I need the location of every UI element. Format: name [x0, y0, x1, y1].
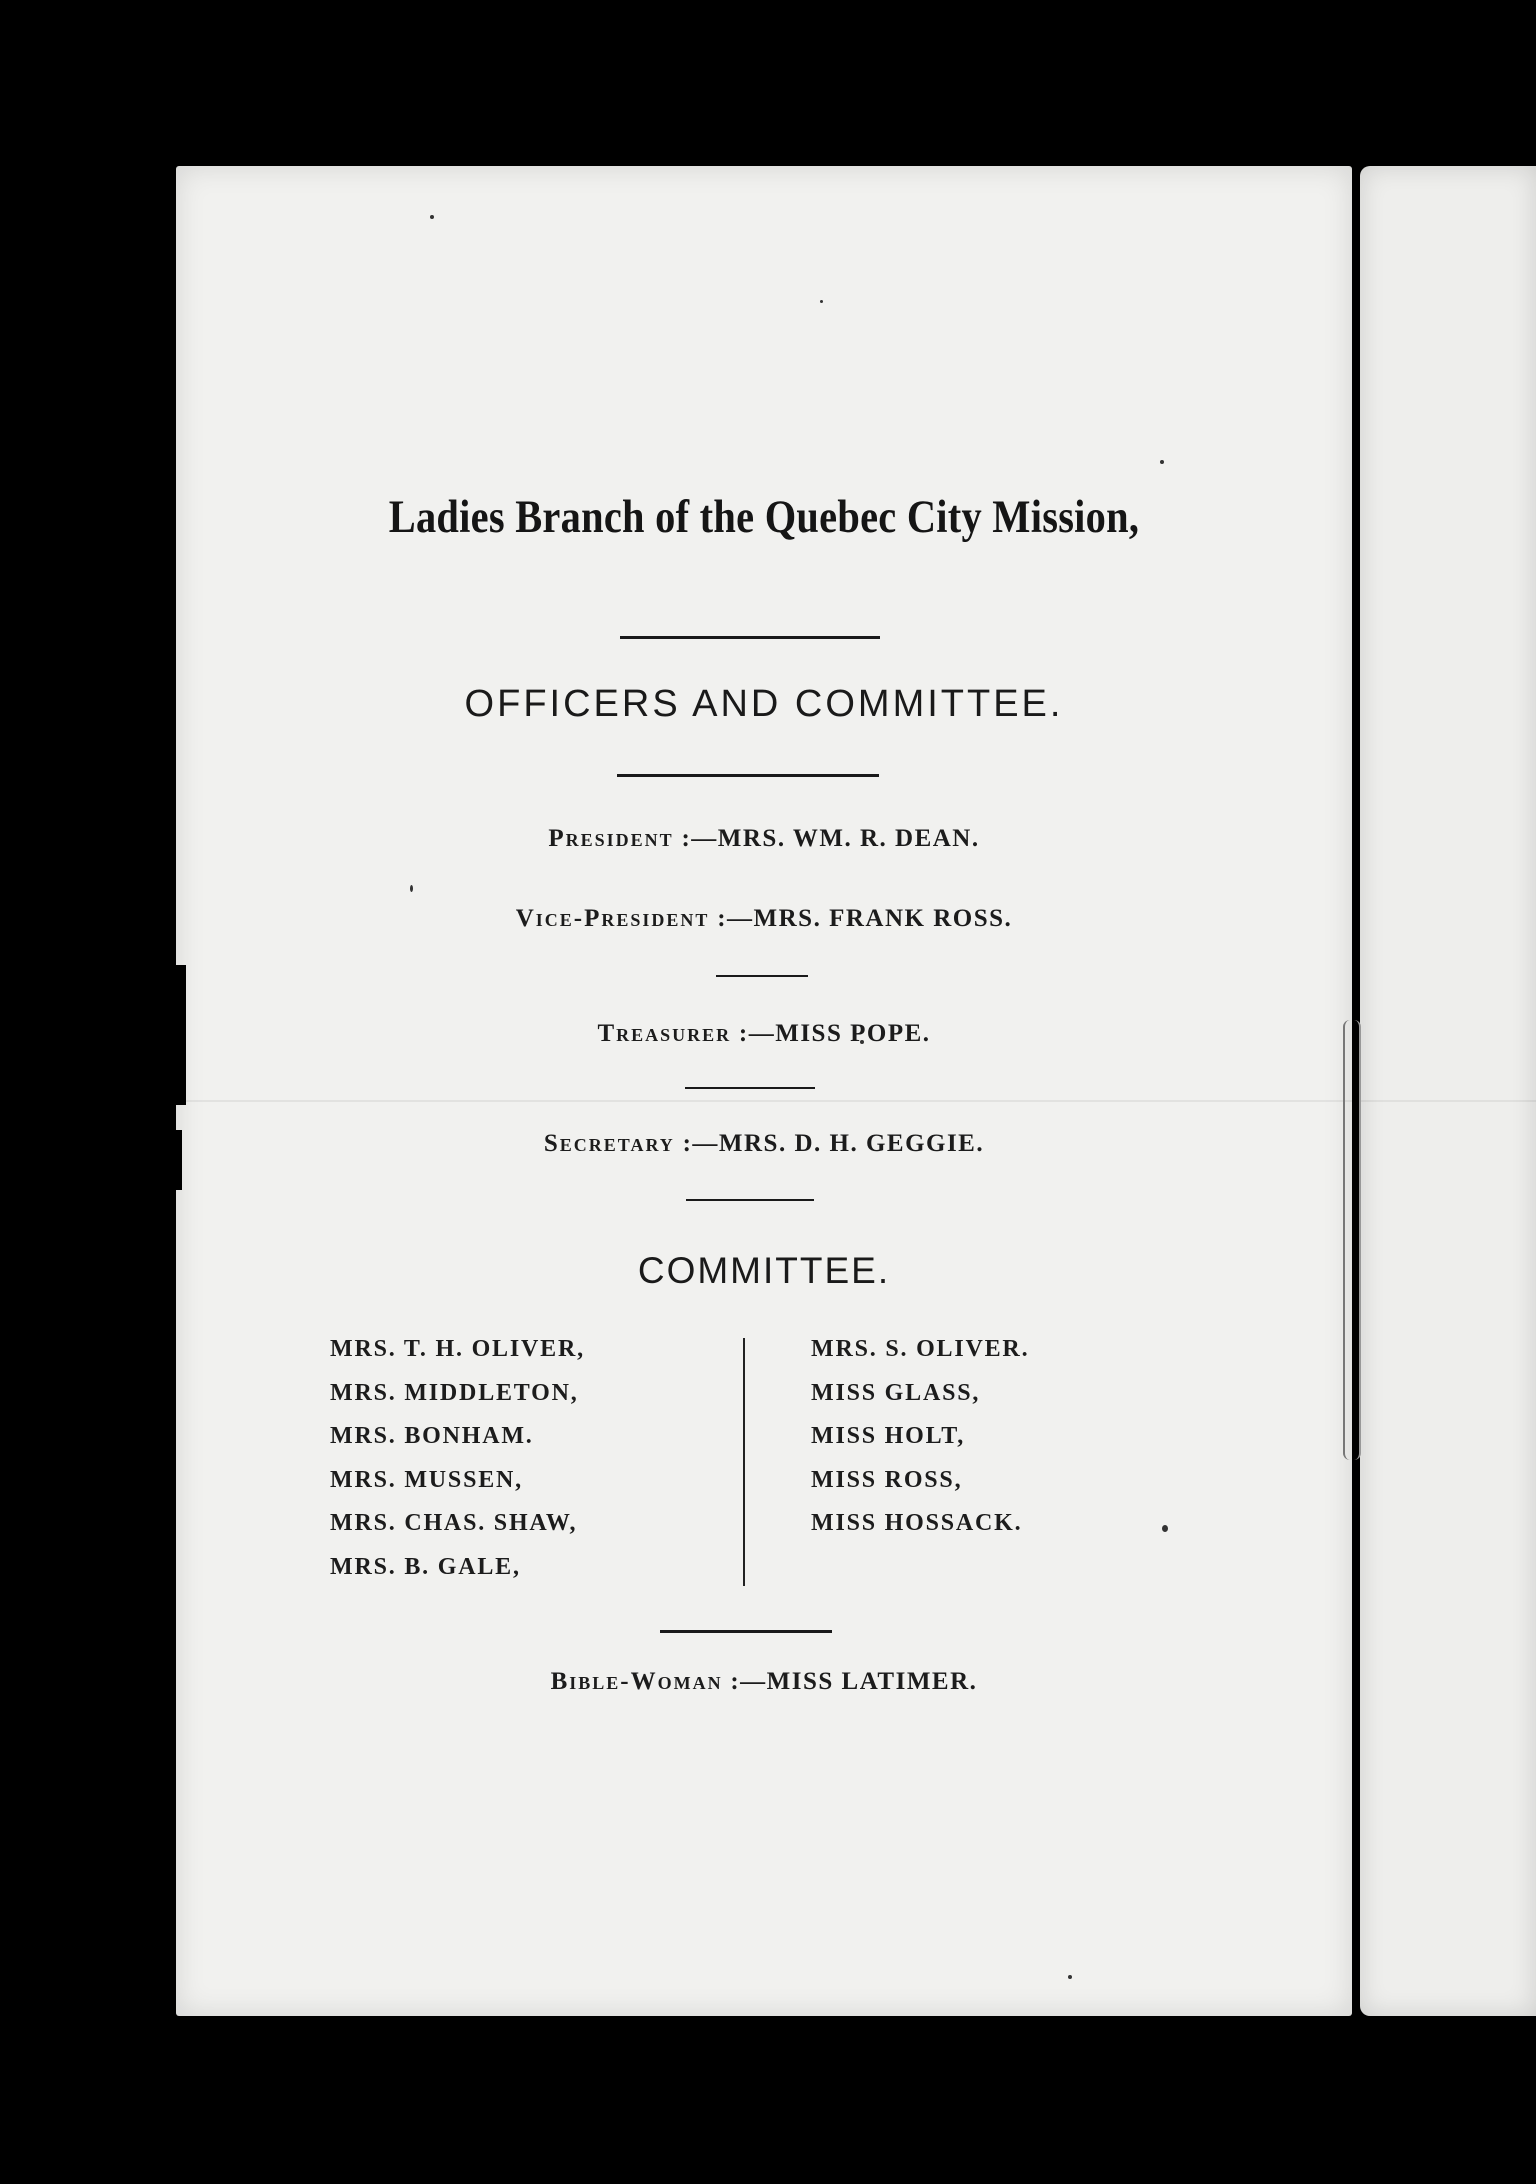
officer-name: MISS LATIMER.	[766, 1668, 978, 1695]
committee-member: MRS. T. H. OLIVER,	[330, 1336, 585, 1362]
committee-member: MRS. S. OLIVER.	[811, 1336, 1030, 1362]
committee-heading: COMMITTEE.	[637, 1250, 891, 1291]
officer-name: MRS. WM. R. DEAN.	[717, 825, 980, 852]
divider-rule	[685, 1087, 815, 1089]
committee-list-right	[811, 1328, 1029, 1546]
officer-name: MISS POPE.	[775, 1020, 931, 1047]
scan-speck	[1068, 1975, 1072, 1979]
divider-rule	[617, 774, 879, 777]
committee-member: MISS HOLT,	[811, 1423, 966, 1449]
adjacent-page	[1360, 166, 1536, 2016]
officer-separator: :—	[674, 1130, 719, 1157]
officer-vice-president	[176, 905, 1352, 933]
officer-separator: :—	[731, 1020, 776, 1047]
committee-member: MRS. MIDDLETON,	[330, 1379, 579, 1406]
committee-member: MRS. B. GALE,	[330, 1553, 521, 1580]
officer-treasurer	[176, 1020, 1352, 1048]
committee-member: MISS GLASS,	[811, 1379, 981, 1406]
document-title: Ladies Branch of the Quebec City Mission,	[388, 491, 1140, 543]
officer-separator: :—	[722, 1668, 767, 1695]
page-fold	[176, 1100, 1536, 1102]
committee-member: MRS. MUSSEN,	[330, 1466, 523, 1493]
bible-woman	[176, 1668, 1352, 1696]
committee-list-left	[330, 1328, 585, 1589]
officers-heading: OFFICERS AND COMMITTEE.	[464, 683, 1064, 725]
scan-speck	[430, 215, 434, 219]
officer-role: Bible-Woman	[550, 1668, 723, 1695]
officer-separator: :—	[673, 825, 718, 852]
officer-secretary	[176, 1130, 1352, 1158]
officer-name: MRS. D. H. GEGGIE.	[718, 1130, 985, 1157]
divider-rule	[620, 636, 880, 639]
committee-member: MRS. CHAS. SHAW,	[330, 1510, 578, 1536]
scan-speck	[1160, 460, 1164, 464]
committee-member: MRS. BONHAM.	[330, 1423, 534, 1449]
scan-speck	[1162, 1525, 1168, 1532]
officer-president	[176, 825, 1352, 853]
divider-rule	[686, 1199, 814, 1201]
column-divider	[743, 1338, 745, 1586]
officer-role: Vice-President	[515, 905, 710, 932]
officer-role: Treasurer	[597, 1020, 732, 1047]
divider-rule	[716, 975, 808, 977]
officer-separator: :—	[709, 905, 754, 932]
scan-speck	[820, 300, 823, 303]
page	[176, 166, 1352, 2016]
divider-rule	[660, 1630, 832, 1633]
officer-role: President	[548, 825, 674, 852]
officer-role: Secretary	[543, 1130, 675, 1157]
officer-name: MRS. FRANK ROSS.	[753, 905, 1013, 932]
committee-member: MISS HOSSACK.	[811, 1510, 1023, 1536]
binding-thread	[1343, 1020, 1361, 1460]
scan-speck	[410, 885, 413, 892]
committee-member: MISS ROSS,	[811, 1466, 963, 1493]
